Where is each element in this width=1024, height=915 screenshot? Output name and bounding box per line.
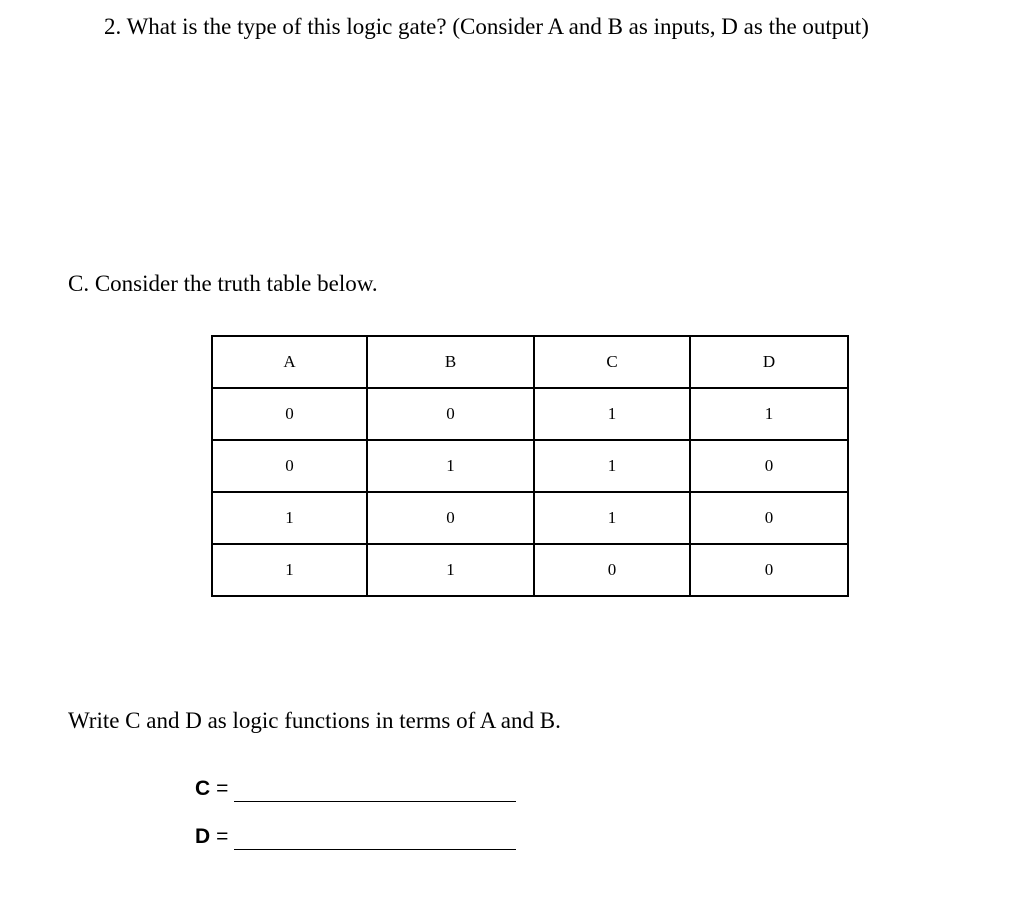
- table-row: [212, 544, 848, 596]
- column-header-c: C: [534, 336, 690, 388]
- equals-sign: =: [216, 777, 229, 800]
- section-c-heading: C. Consider the truth table below.: [68, 271, 378, 296]
- question-2-text: 2. What is the type of this logic gate? (Consider A and B as inputs, D as the output): [104, 14, 869, 39]
- answer-line-d: [195, 820, 516, 850]
- table-cell: 1: [212, 544, 367, 596]
- table-row: [212, 388, 848, 440]
- column-header-d: D: [690, 336, 848, 388]
- table-cell: 1: [367, 544, 534, 596]
- table-cell: 1: [534, 388, 690, 440]
- table-row: [212, 492, 848, 544]
- table-row: [212, 440, 848, 492]
- table-cell: 0: [690, 492, 848, 544]
- table-cell: 1: [534, 440, 690, 492]
- column-header-b: B: [367, 336, 534, 388]
- table-cell: 0: [212, 388, 367, 440]
- table-header-row: [212, 336, 848, 388]
- answer-blank-d[interactable]: [234, 825, 516, 850]
- table-cell: 0: [690, 544, 848, 596]
- equals-sign: =: [216, 825, 229, 848]
- column-header-a: A: [212, 336, 367, 388]
- table-cell: 1: [367, 440, 534, 492]
- answer-label-d: D: [195, 825, 211, 848]
- table-cell: 0: [212, 440, 367, 492]
- table-cell: 0: [367, 492, 534, 544]
- table-cell: 1: [534, 492, 690, 544]
- truth-table: [211, 335, 849, 597]
- table-cell: 0: [690, 440, 848, 492]
- table-cell: 0: [534, 544, 690, 596]
- answer-blank-c[interactable]: [234, 777, 516, 802]
- answer-line-c: [195, 772, 516, 802]
- answer-label-c: C: [195, 777, 211, 800]
- table-cell: 0: [367, 388, 534, 440]
- table-cell: 1: [212, 492, 367, 544]
- instruction-text: Write C and D as logic functions in terms of A and B.: [68, 708, 561, 733]
- table-cell: 1: [690, 388, 848, 440]
